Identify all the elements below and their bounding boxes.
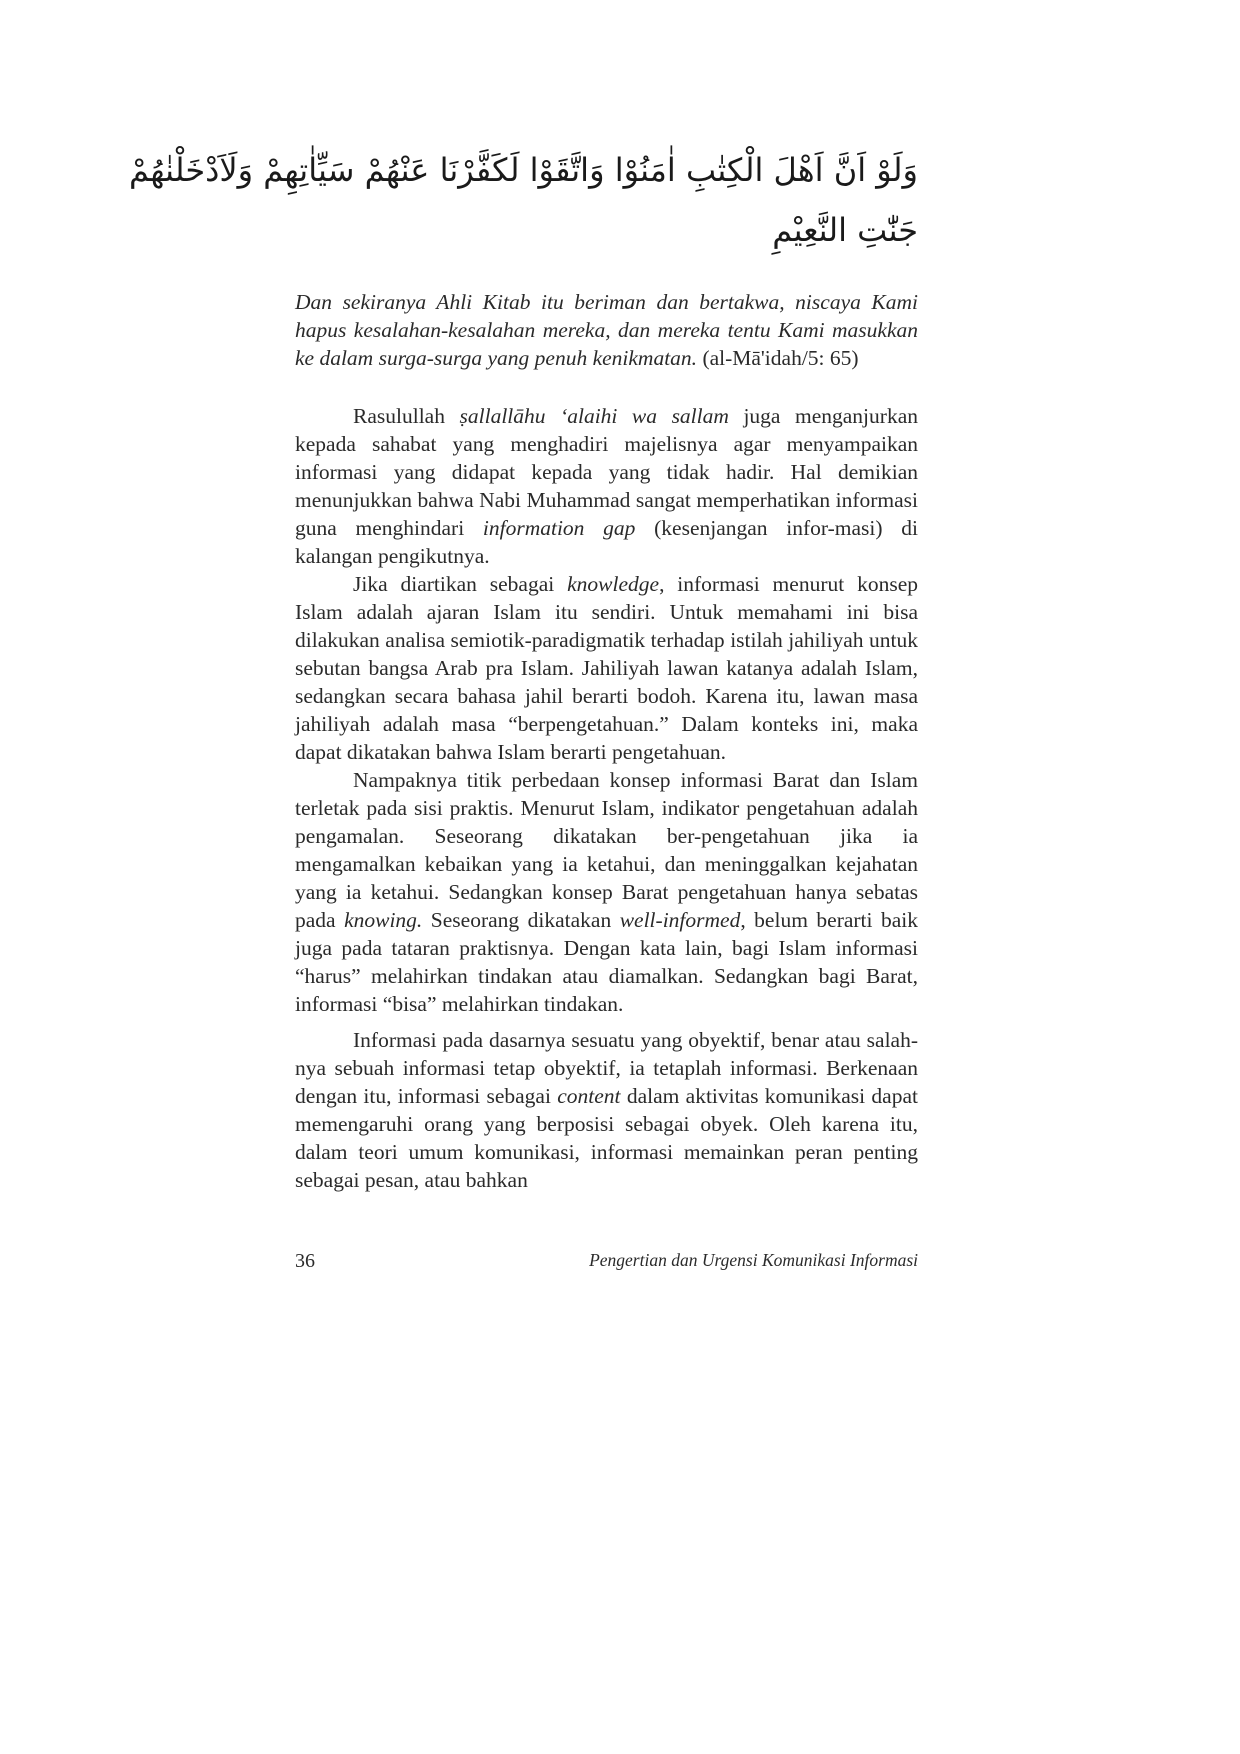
running-title: Pengertian dan Urgensi Komunikasi Informasi bbox=[589, 1250, 918, 1270]
quran-verse-line-1: وَلَوْ اَنَّ اَهْلَ الْكِتٰبِ اٰمَنُوْا وَاتَّقَوْا لَكَفَّرْنَا عَنْهُمْ سَيِّاٰتِهِمْ وَلَاَدْخَلْنٰهُمْ bbox=[129, 151, 918, 189]
paragraph-2 bbox=[295, 570, 918, 766]
page-footer bbox=[295, 1250, 918, 1273]
verse-translation bbox=[295, 288, 918, 372]
p3-text-a: Nampaknya titik perbedaan konsep informasi Barat dan Islam terletak pada sisi praktis. Menurut Islam, indikator pengetahuan adalah pengamalan. Seseorang dikatakan ber-pengetahuan jika ia mengamalkan kebaikan yang ia ketahui, dan meninggalkan kejahatan yang ia ketahui. Sedangkan konsep Barat pengetahuan hanya sebatas pada bbox=[295, 768, 918, 932]
p4-text-c: dalam aktivitas komunikasi dapat memengaruhi orang yang berposisi sebagai obyek. Oleh karena itu, dalam teori umum komunikasi, informasi memainkan peran penting sebagai pesan, atau bahkan bbox=[295, 1084, 918, 1192]
p1-text-a: Rasulullah bbox=[353, 404, 460, 428]
p3-term-knowing: knowing. bbox=[344, 908, 423, 932]
p2-text-c: , informasi menurut konsep Islam adalah ajaran Islam itu sendiri. Untuk memahami ini bisa dilakukan analisa semiotik-paradigmatik terhadap istilah jahiliyah untuk sebutan bangsa Arab pra Islam. Jahiliyah lawan katanya adalah Islam, sedangkan secara bahasa jahil berarti bodoh. Karena itu, lawan masa jahiliyah adalah masa “berpengetahuan.” Dalam konteks ini, maka dapat dikatakan bahwa Islam berarti pengetahuan. bbox=[295, 572, 918, 764]
p3-text-e: , belum berarti baik juga pada tataran praktisnya. Dengan kata lain, bagi Islam informasi “harus” melahirkan tindakan atau diamalkan. Sedangkan bagi Barat, informasi “bisa” melahirkan tindakan. bbox=[295, 908, 919, 1016]
p1-text-c: juga menganjurkan kepada sahabat yang menghadiri majelisnya agar menyampaikan informasi yang didapat kepada yang tidak hadir. Hal demikian menunjukkan bahwa Nabi Muhammad sangat memperhatikan informasi guna menghindari bbox=[295, 404, 918, 540]
paragraph-1 bbox=[295, 402, 918, 570]
p1-term-information-gap: information gap bbox=[482, 516, 636, 540]
quran-verse-line-2: جَنّٰتِ النَّعِيْمِ bbox=[772, 211, 918, 249]
paragraph-4 bbox=[295, 1026, 918, 1194]
p2-text-a: Jika diartikan sebagai bbox=[353, 572, 568, 596]
translation-text: Dan sekiranya Ahli Kitab itu beriman dan bertakwa, niscaya Kami hapus kesalahan-kesalahan mereka, dan mereka tentu Kami masukkan ke dalam surga-surga yang penuh kenikmatan. bbox=[295, 290, 918, 370]
book-page bbox=[129, 140, 919, 1194]
page-number: 36 bbox=[295, 1250, 315, 1272]
verse-reference: (al-Mā'idah/5: 65) bbox=[697, 346, 859, 370]
p4-term-content: content bbox=[557, 1084, 621, 1108]
p1-text-e: (kesenjangan infor-masi) di kalangan pengikutnya. bbox=[295, 516, 918, 568]
p3-text-c: Seseorang dikatakan bbox=[422, 908, 620, 932]
p1-honorific: ṣallallāhu ‘alaihi wa sallam bbox=[459, 404, 729, 428]
p4-text-a: Informasi pada dasarnya sesuatu yang obyektif, benar atau salah-nya sebuah informasi tetap obyektif, ia tetaplah informasi. Berkenaan dengan itu, informasi sebagai bbox=[295, 1028, 918, 1108]
paragraph-3 bbox=[295, 766, 918, 1018]
p3-term-well-informed: well-informed bbox=[619, 908, 741, 932]
p2-term-knowledge: knowledge bbox=[567, 572, 660, 596]
